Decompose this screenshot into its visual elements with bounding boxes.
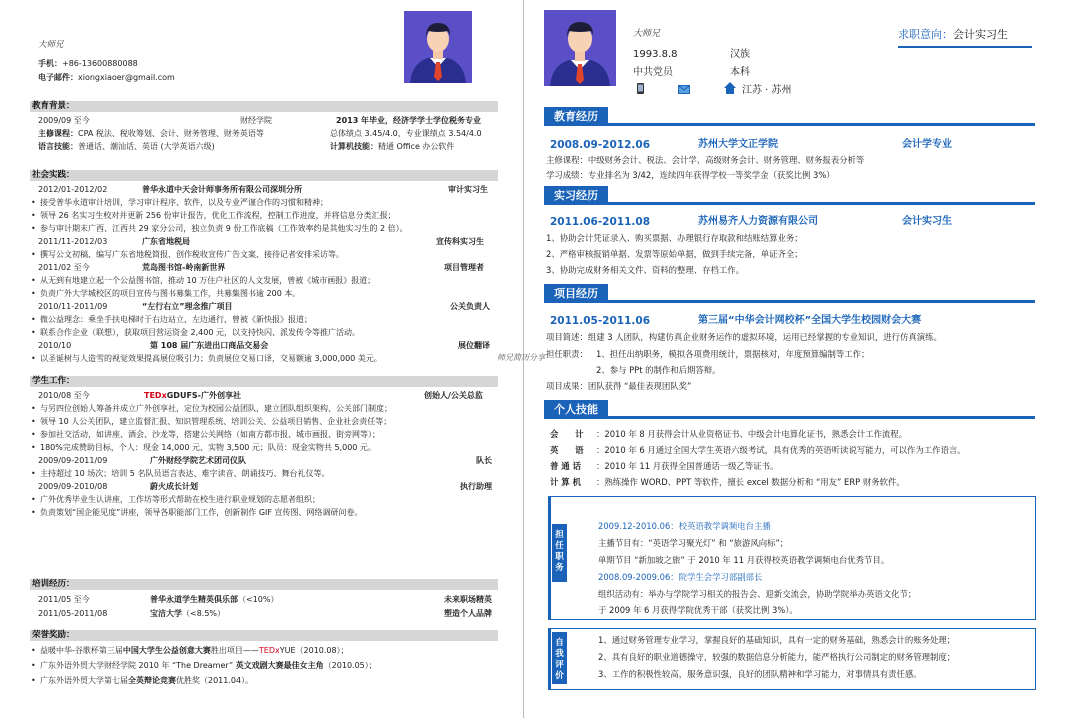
phone-icon xyxy=(636,83,645,95)
practice-bullet: • 微公益理念：乘坐手扶电梯时于右边站立，左边通行，曾被《新快报》报道； xyxy=(30,316,500,326)
practice-bullet: • 负责广外大学城校区的项目宣传与图书募集工作，共募集图书逾 200 本。 xyxy=(30,290,500,300)
birth-date: 1993.8.8 xyxy=(633,49,678,60)
post-heading: 2009.12-2010.06：校英语教学调频电台主播 xyxy=(598,521,771,531)
internship-detail: 3、协助完成财务相关文件、资料的整理、存档工作。 xyxy=(546,265,744,275)
phone-line: 手机：+86-13600880088 xyxy=(38,59,138,68)
post-detail: 组织活动有：举办与学院学习相关的报告会、迎新交流会，协助学院举办英语文化节； xyxy=(598,589,917,599)
practice-entry: 2012/01-2012/02 普华永道中天会计师事务所有限公司深圳分所 审计实习生 xyxy=(38,185,488,194)
practice-entry: 2010/11-2011/09 “左行右立”理念推广项目 公关负责人 xyxy=(38,302,490,311)
education-detail: 学习成绩：专业排名为 3/42，连续四年获得学校一等奖学金（获奖比例 3%） xyxy=(546,170,835,180)
section-awards: 荣誉奖励： xyxy=(30,630,498,641)
internship-detail: 1、协助会计凭证录入、购买票据、办理银行存取款和结账结算业务； xyxy=(546,233,803,243)
self-evaluation-line: 3、工作的积极性较高，服务意识强，良好的团队精神和学习能力，对事情具有责任感。 xyxy=(598,669,922,679)
internship-row: 2011.06-2011.08 苏州易齐人力资源有限公司 会计实习生 xyxy=(550,216,952,228)
section-skills: 个人技能 xyxy=(540,400,1035,419)
student-work-bullet: • 负责策划“国企能见度”讲座，领导各职能部门工作，创新制作 GIF 宣传图、网络调研问卷。 xyxy=(30,509,500,519)
project-row: 2011.05-2011.06 第三届“中华会计网校杯”全国大学生校园财会大赛 xyxy=(550,315,922,327)
post-detail: 主播节目有：“英语学习聚光灯” 和 “旅游风向标”； xyxy=(598,538,789,548)
section-internship: 实习经历 xyxy=(540,186,1035,205)
practice-bullet: • 领导 26 名实习生校对并更新 256 份审计报告，优化工作流程，控制工作进度，并将信息分类汇报； xyxy=(30,212,500,222)
post-detail: 单期节目 “新加坡之旅” 于 2010 年 11 月获得校英语教学调频电台优秀节目。 xyxy=(598,555,890,565)
skill-row: 计 算 机 ：熟练操作 WORD、PPT 等软件，擅长 excel 数据分析和 “用友” ERP 财务软件。 xyxy=(550,477,905,487)
job-intent: 求职意向：会计实习生 xyxy=(898,28,1008,41)
resume-right-page xyxy=(540,6,1040,712)
avatar xyxy=(544,10,616,86)
education-detail: 主修课程：中级财务会计、税法、会计学、高级财务会计、财务管理、财务报表分析等 xyxy=(546,155,865,165)
section-practice: 社会实践： xyxy=(30,170,498,181)
self-evaluation-line: 1、通过财务管理专业学习，掌握良好的基础知识，具有一定的财务基础，熟悉会计的账务处理； xyxy=(598,635,956,645)
project-duty: 担任职责： 1、担任出纳职务，模拟各项费用统计，票据核对，年度预算编制等工作； xyxy=(546,349,870,359)
ethnicity: 汉族 xyxy=(730,49,750,60)
location: 江苏 · 苏州 xyxy=(742,85,792,96)
award-item: • 广东外语外贸大学财经学院 2010 年 “The Dreamer” 英文戏剧大赛最佳女主角（2010.05）； xyxy=(30,662,500,672)
section-project: 项目经历 xyxy=(540,284,1035,303)
student-work-entry: 2009/09-2011/09 广外财经学院艺术团司仪队 队长 xyxy=(38,456,492,465)
education-level: 本科 xyxy=(730,67,750,78)
language-row: 语言技能：普通话、潮汕话、英语 (大学英语六级) 计算机技能：精通 Office 办公软件 xyxy=(38,142,455,151)
student-work-bullet: • 与另四位创始人筹备并成立广外创享社，定位为校园公益团队，建立团队组织架构、公关部门制度； xyxy=(30,405,500,415)
practice-entry: 2011/11-2012/03 广东省地税局 宣传科实习生 xyxy=(38,237,484,246)
section-education: 教育背景： xyxy=(30,101,498,112)
self-evaluation-side-tab: 自我评价 xyxy=(552,632,567,684)
student-work-bullet: • 参加社交活动，如讲座、酒会、沙龙等，搭建公关网络（如南方都市报、城市画报、街旁网等）； xyxy=(30,431,500,441)
training-entry: 2011/05-2011/08 宝洁大学（<8.5%） 塑造个人品牌 xyxy=(38,609,492,618)
training-entry: 2011/05 至今 普华永道学生精英俱乐部（<10%） 未来职场精英 xyxy=(38,595,492,604)
student-work-bullet: • 主持超过 10 场次；培训 5 名队员语言表达、难字读音、朗诵技巧、舞台礼仪等。 xyxy=(30,470,500,480)
posts-side-tab: 担任职务 xyxy=(552,524,567,582)
award-item: • 益暖中华-谷歌杯第三届中国大学生公益创意大赛胜出项目——TEDxYUE（2010.08）； xyxy=(30,647,500,657)
award-item: • 广东外语外贸大学第七届全英辩论竞赛优胜奖（2011.04）。 xyxy=(30,677,500,687)
email-line: 电子邮件：xiongxiaoer@gmail.com xyxy=(38,73,175,82)
section-training: 培训经历： xyxy=(30,579,498,590)
section-education: 教育经历 xyxy=(540,107,1035,126)
education-row: 2008.09-2012.06 苏州大学文正学院 会计学专业 xyxy=(550,139,952,151)
internship-detail: 2、严格审核报销单据、发票等原始单据，做到手续完备，单证齐全； xyxy=(546,249,803,259)
signature: 大师兄 xyxy=(38,40,64,50)
practice-bullet: • 接受普华永道审计培训，学习审计程序、软件，以及专业严谨合作的习惯和精神； xyxy=(30,199,500,209)
post-heading: 2008.09-2009.06：院学生会学习部副部长 xyxy=(598,572,763,582)
practice-bullet: • 以圣诞树与人造雪的视觉效果提高展位吸引力；负责展位交易口译，交易额逾 3,000,000 美元。 xyxy=(30,355,500,365)
student-work-entry: 2009/09-2010/08 蔚火成长计划 执行助理 xyxy=(38,482,492,491)
signature: 大师兄 xyxy=(633,29,661,39)
project-result: 项目成果：团队获得 “最佳表现团队奖” xyxy=(546,381,692,391)
student-work-entry: 2010/08 至今 TEDxGDUFS-广外创享社 创始人/公关总监 xyxy=(38,391,483,400)
post-detail: 于 2009 年 6 月获得学院优秀干部（获奖比例 3%）。 xyxy=(598,605,798,615)
home-icon xyxy=(724,82,736,95)
practice-bullet: • 联系合作企业（联想），获取项目营运资金 2,400 元，以支持快闪、派发传令等推广活动。 xyxy=(30,329,500,339)
skill-row: 普 通 话 ：2010 年 11 月获得全国普通话一级乙等证书。 xyxy=(550,461,779,471)
project-description: 项目简述：组建 3 人团队，构建仿真企业财务运作的虚拟环境，运用已经掌握的专业知识，进行仿真演练。 xyxy=(546,332,942,342)
intent-underline xyxy=(898,46,1032,48)
student-work-bullet: • 180%完成赞助目标，个人：现金 14,000 元、实物 3,500 元；队员：现金实物共 5,000 元。 xyxy=(30,444,500,454)
practice-bullet: • 撰写公文初稿、编写广东省地税简报、创作税收宣传广告文案、接待记者安排采访等。 xyxy=(30,251,500,261)
courses-row: 主修课程：CPA 税法、税收筹划、会计、财务管理、财务英语等 总体绩点 3.45/4.0，专业课绩点 3.54/4.0 xyxy=(38,129,482,138)
practice-bullet: • 参与审计期末广西、江西共 29 家分公司，独立负责 9 份工作底稿（工作效率约是其他实习生的 2 倍）。 xyxy=(30,225,500,235)
student-work-bullet: • 广外优秀毕业生认讲座，工作坊等形式帮助在校生进行职业规划的志愿者组织； xyxy=(30,496,500,506)
skill-row: 会 计 ：2010 年 8 月获得会计从业资格证书、中级会计电算化证书，熟悉会计工作流程。 xyxy=(550,429,908,439)
resume-left-page xyxy=(30,6,508,712)
mail-icon xyxy=(678,85,690,95)
self-evaluation-line: 2、具有良好的职业道德操守，较强的数据信息分析能力，能严格执行公司制定的财务管理制度； xyxy=(598,652,956,662)
section-student-work: 学生工作： xyxy=(30,376,498,387)
practice-entry: 2011/02 至今 荒岛图书馆-岭南新世界 项目管理者 xyxy=(38,263,484,272)
watermark: 师兄简历分享 xyxy=(497,353,545,362)
student-work-bullet: • 领导 10 人公关团队，建立监督汇报、知识管理系统、培训公关、公益项目销售、企业社会责任等； xyxy=(30,418,500,428)
practice-entry: 2010/10 第 108 届广东进出口商品交易会 展位翻译 xyxy=(38,341,490,350)
education-row: 2009/09 至今 财经学院 2013 年毕业，经济学学士学位税务专业 xyxy=(38,116,482,125)
project-duty: 2、参与 PPt 的制作和后期答辩。 xyxy=(596,365,721,375)
political-status: 中共党员 xyxy=(633,67,673,78)
avatar xyxy=(404,11,472,83)
practice-bullet: • 从无到有地建立起一个公益图书馆，推动 10 万住户社区的人文发展，曾被《城市画报》报道； xyxy=(30,277,500,287)
skill-row: 英 语 ：2010 年 6 月通过全国大学生英语六级考试，具有优秀的英语听读说写能力，可以作为工作语言。 xyxy=(550,445,966,455)
